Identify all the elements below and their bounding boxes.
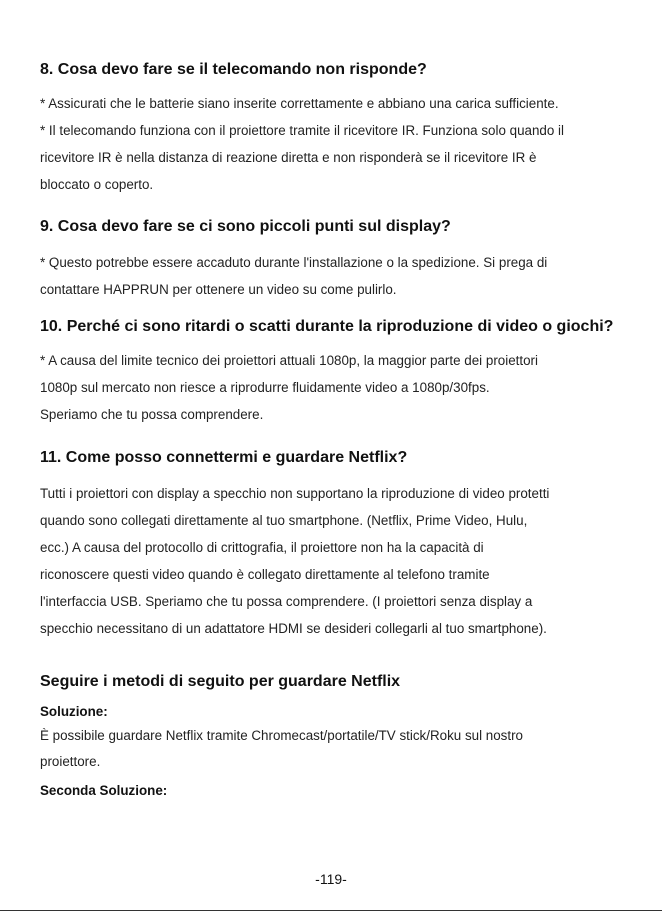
body-line: * Questo potrebbe essere accaduto durante l'installazione o la spedizione. Si prega di [40,255,548,270]
body-line: proiettore. [40,754,101,769]
heading-netflix: 11. Come posso connettermi e guardare Netflix? [40,449,408,466]
heading-display-spots: 9. Cosa devo fare se ci sono piccoli punti sul display? [40,218,451,235]
body-line: * A causa del limite tecnico dei proiettori attuali 1080p, la maggior parte dei proiettori [40,353,538,368]
heading-netflix-methods: Seguire i metodi di seguito per guardare Netflix [40,673,401,690]
body-line: ecc.) A causa del protocollo di crittografia, il proiettore non ha la capacità di [40,540,484,555]
body-line: * Assicurati che le batterie siano inserite correttamente e abbiano una carica sufficiente. [40,96,559,111]
body-line: bloccato o coperto. [40,177,154,192]
solution-label: Soluzione: [40,704,108,719]
body-line: * Il telecomando funziona con il proiettore tramite il ricevitore IR. Funziona solo quando il [40,123,564,138]
body-line: È possibile guardare Netflix tramite Chromecast/portatile/TV stick/Roku sul nostro [40,728,523,743]
body-line: riconoscere questi video quando è collegato direttamente al telefono tramite [40,567,490,582]
second-solution-label: Seconda Soluzione: [40,783,168,798]
body-line: ricevitore IR è nella distanza di reazione diretta e non risponderà se il ricevitore IR è [40,150,537,165]
body-line: specchio necessitano di un adattatore HDMI se desideri collegarli al tuo smartphone). [40,621,547,636]
page-number: -119- [315,871,347,887]
bottom-divider [0,910,662,911]
body-line: contattare HAPPRUN per ottenere un video su come pulirlo. [40,282,397,297]
body-line: quando sono collegati direttamente al tuo smartphone. (Netflix, Prime Video, Hulu, [40,513,528,528]
heading-video-lag: 10. Perché ci sono ritardi o scatti durante la riproduzione di video o giochi? [40,318,614,335]
heading-remote-not-responding: 8. Cosa devo fare se il telecomando non risponde? [40,61,427,78]
body-line: l'interfaccia USB. Speriamo che tu possa comprendere. (I proiettori senza display a [40,594,533,609]
body-line: 1080p sul mercato non riesce a riprodurre fluidamente video a 1080p/30fps. [40,380,490,395]
body-line: Speriamo che tu possa comprendere. [40,407,264,422]
body-line: Tutti i proiettori con display a specchio non supportano la riproduzione di video protetti [40,486,550,501]
